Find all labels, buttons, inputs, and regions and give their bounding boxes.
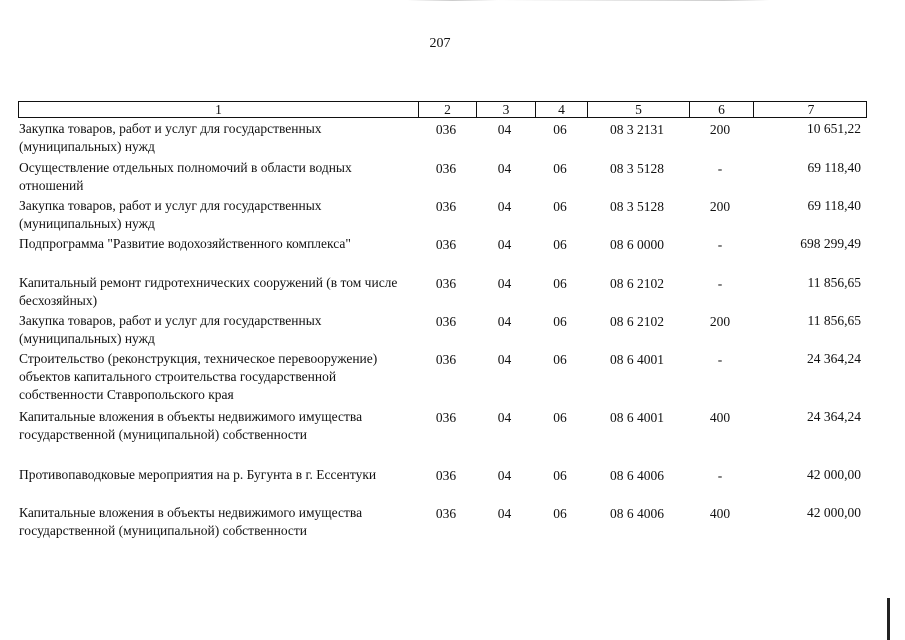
row-col-4: 06 — [553, 506, 567, 521]
row-col-7: 69 118,40 — [807, 160, 861, 175]
table-row — [18, 408, 867, 444]
table-row — [18, 504, 867, 540]
row-col-5: 08 6 4001 — [610, 352, 664, 367]
row-col-4: 06 — [553, 199, 567, 214]
table-row — [18, 159, 867, 195]
row-col-5: 08 3 5128 — [610, 161, 664, 176]
table-header — [18, 101, 867, 118]
page-number: 207 — [429, 36, 451, 51]
row-col-2: 036 — [435, 199, 457, 214]
row-col-4: 06 — [553, 276, 567, 291]
row-col-6: 200 — [709, 122, 731, 137]
header-col-6: 6 — [689, 102, 753, 117]
row-col-4: 06 — [553, 161, 567, 176]
row-col-2: 036 — [435, 122, 457, 137]
row-col-3: 04 — [497, 161, 512, 176]
row-col-6: - — [717, 161, 723, 176]
row-col-5: 08 6 2102 — [610, 314, 664, 329]
header-col-3: 3 — [476, 102, 535, 117]
row-col-6: 400 — [709, 506, 731, 521]
table-row — [18, 350, 867, 404]
row-name: Осуществление отдельных полномочий в области водных отношений — [19, 160, 352, 193]
scan-edge-line — [887, 598, 890, 640]
row-col-5: 08 6 0000 — [610, 237, 664, 252]
row-col-3: 04 — [497, 276, 512, 291]
row-col-3: 04 — [497, 468, 512, 483]
table-row — [18, 274, 867, 310]
row-col-5: 08 6 4001 — [610, 410, 664, 425]
row-col-7: 42 000,00 — [807, 467, 861, 482]
row-col-6: 400 — [709, 410, 731, 425]
row-col-5: 08 6 4006 — [610, 506, 664, 521]
header-col-5: 5 — [587, 102, 689, 117]
row-col-2: 036 — [435, 506, 457, 521]
row-col-7: 11 856,65 — [807, 275, 861, 290]
row-col-4: 06 — [553, 314, 567, 329]
row-col-4: 06 — [553, 468, 567, 483]
row-name: Противопаводковые мероприятия на р. Бугунта в г. Ессентуки — [19, 467, 377, 482]
row-col-2: 036 — [435, 161, 457, 176]
table-row — [18, 197, 867, 233]
row-col-5: 08 6 4006 — [610, 468, 664, 483]
row-col-6: 200 — [709, 199, 731, 214]
row-name: Подпрограмма "Развитие водохозяйственного комплекса" — [19, 236, 351, 251]
header-col-1: 1 — [215, 102, 222, 117]
row-col-3: 04 — [497, 122, 512, 137]
row-col-7: 42 000,00 — [807, 505, 861, 520]
row-col-3: 04 — [497, 352, 512, 367]
row-name: Закупка товаров, работ и услуг для государственных (муниципальных) нужд — [19, 121, 322, 154]
row-name: Капитальные вложения в объекты недвижимого имущества государственной (муниципальной) собственности — [19, 409, 363, 442]
row-col-5: 08 3 2131 — [610, 122, 664, 137]
budget-table — [18, 101, 867, 538]
row-col-7: 24 364,24 — [807, 409, 861, 424]
row-col-5: 08 6 2102 — [610, 276, 664, 291]
table-row — [18, 312, 867, 348]
scan-artifact-top — [0, 0, 905, 1]
row-col-6: 200 — [709, 314, 731, 329]
row-col-7: 24 364,24 — [807, 351, 861, 366]
row-col-3: 04 — [497, 410, 512, 425]
row-col-2: 036 — [435, 276, 457, 291]
row-col-3: 04 — [497, 506, 512, 521]
row-col-2: 036 — [435, 237, 457, 252]
row-col-4: 06 — [553, 352, 567, 367]
row-col-4: 06 — [553, 237, 567, 252]
row-col-6: - — [717, 237, 723, 252]
row-name: Капитальные вложения в объекты недвижимого имущества государственной (муниципальной) собственности — [19, 505, 363, 538]
row-col-2: 036 — [435, 410, 457, 425]
row-col-6: - — [717, 276, 723, 291]
row-name: Капитальный ремонт гидротехнических сооружений (в том числе бесхозяйных) — [19, 275, 398, 308]
row-col-7: 69 118,40 — [807, 198, 861, 213]
row-col-7: 698 299,49 — [800, 236, 861, 251]
header-col-4: 4 — [535, 102, 587, 117]
row-col-2: 036 — [435, 468, 457, 483]
row-col-2: 036 — [435, 352, 457, 367]
row-col-6: - — [717, 352, 723, 367]
row-col-7: 11 856,65 — [807, 313, 861, 328]
row-col-6: - — [717, 468, 723, 483]
row-col-7: 10 651,22 — [807, 121, 861, 136]
row-col-3: 04 — [497, 237, 512, 252]
row-col-3: 04 — [497, 314, 512, 329]
table-row — [18, 235, 867, 254]
header-col-7: 7 — [753, 102, 868, 117]
row-name: Закупка товаров, работ и услуг для государственных (муниципальных) нужд — [19, 313, 322, 346]
row-col-4: 06 — [553, 410, 567, 425]
row-col-5: 08 3 5128 — [610, 199, 664, 214]
row-name: Закупка товаров, работ и услуг для государственных (муниципальных) нужд — [19, 198, 322, 231]
header-col-2: 2 — [418, 102, 476, 117]
row-name: Строительство (реконструкция, техническое перевооружение) объектов капитального строительства государственной собственности Ставропольского края — [19, 351, 378, 402]
row-col-4: 06 — [553, 122, 567, 137]
table-row — [18, 120, 867, 156]
row-col-3: 04 — [497, 199, 512, 214]
row-col-2: 036 — [435, 314, 457, 329]
table-row — [18, 466, 867, 485]
